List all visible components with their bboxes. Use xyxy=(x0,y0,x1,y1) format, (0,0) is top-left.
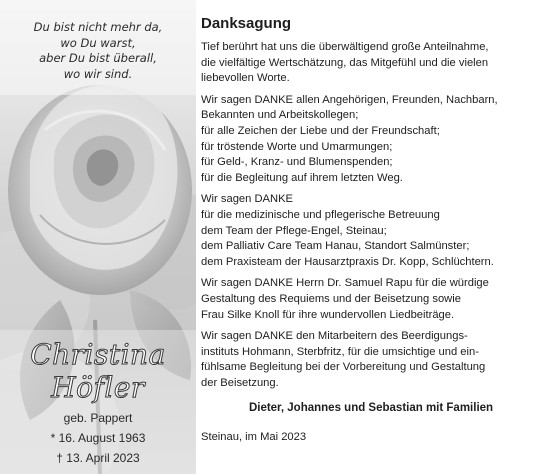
poem-line: wo wir sind. xyxy=(63,66,133,81)
text-line: Tief berührt hat uns die überwältigend große Anteilnahme, xyxy=(201,41,489,53)
memorial-poem xyxy=(8,20,188,82)
deceased-info xyxy=(0,338,196,468)
text-line: dem Praxisteam der Hausarztpraxis Dr. Kopp, Schlüchtern. xyxy=(201,255,494,268)
text-line: Wir sagen DANKE den Mitarbeitern des Beerdigungs- xyxy=(201,330,468,343)
thank-you-text xyxy=(201,14,541,446)
text-line: Wir sagen DANKE allen Angehörigen, Freunden, Nachbarn, xyxy=(201,93,498,106)
text-line: Wir sagen DANKE Herrn Dr. Samuel Rapu für die würdige xyxy=(201,277,489,290)
text-line: für alle Zeichen der Liebe und der Freundschaft; xyxy=(201,124,440,137)
text-line: für die Begleitung auf ihrem letzten Weg. xyxy=(201,171,403,184)
text-line: dem Palliativ Care Team Hanau, Standort Salmünster; xyxy=(201,240,470,253)
poem-line: aber Du bist überall, xyxy=(39,51,157,65)
text-line: dem Team der Pflege-Engel, Steinau; xyxy=(201,224,387,237)
paragraph-thanks-funeral-home xyxy=(201,329,541,391)
text-line: fühlsame Begleitung bei der Vorbereitung und Gestaltung xyxy=(201,361,486,374)
maiden-name: geb. Pappert xyxy=(63,411,133,425)
poem-line: wo Du warst, xyxy=(60,35,136,50)
text-line: Wir sagen DANKE xyxy=(201,193,294,206)
family-signature: Dieter, Johannes und Sebastian mit Familien xyxy=(248,402,494,415)
deceased-last-name: Höfler xyxy=(51,371,145,404)
text-line: der Beisetzung. xyxy=(201,376,279,389)
text-line: für die medizinische und pflegerische Betreuung xyxy=(201,208,440,221)
text-line: für tröstende Worte und Umarmungen; xyxy=(201,140,393,153)
text-line: liebevollen Worte. xyxy=(201,72,290,85)
poem-line: Du bist nicht mehr da, xyxy=(33,20,163,34)
rose-photo xyxy=(0,0,196,474)
text-line: Bekannten und Arbeitskollegen; xyxy=(201,109,359,122)
text-line: Frau Silke Knoll für ihre wundervollen Liedbeiträge. xyxy=(201,308,455,321)
death-date: † 13. April 2023 xyxy=(56,451,140,465)
deceased-first-name: Christina xyxy=(30,338,166,371)
paragraph-thanks-care xyxy=(201,192,541,270)
text-line: die vielfältige Wertschätzung, das Mitgefühl und die vielen xyxy=(201,56,489,69)
text-line: Gestaltung des Requiems und der Beisetzung sowie xyxy=(201,292,461,305)
paragraph-thanks-family xyxy=(201,93,541,187)
notice-heading: Danksagung xyxy=(201,15,292,32)
birth-date: * 16. August 1963 xyxy=(50,431,146,445)
paragraph-thanks-requiem xyxy=(201,276,541,323)
text-line: instituts Hohmann, Sterbfritz, für die umsichtige und ein- xyxy=(201,345,479,358)
text-line: für Geld-, Kranz- und Blumenspenden; xyxy=(201,156,393,169)
paragraph-intro xyxy=(201,40,541,87)
place-and-date: Steinau, im Mai 2023 xyxy=(201,431,307,444)
